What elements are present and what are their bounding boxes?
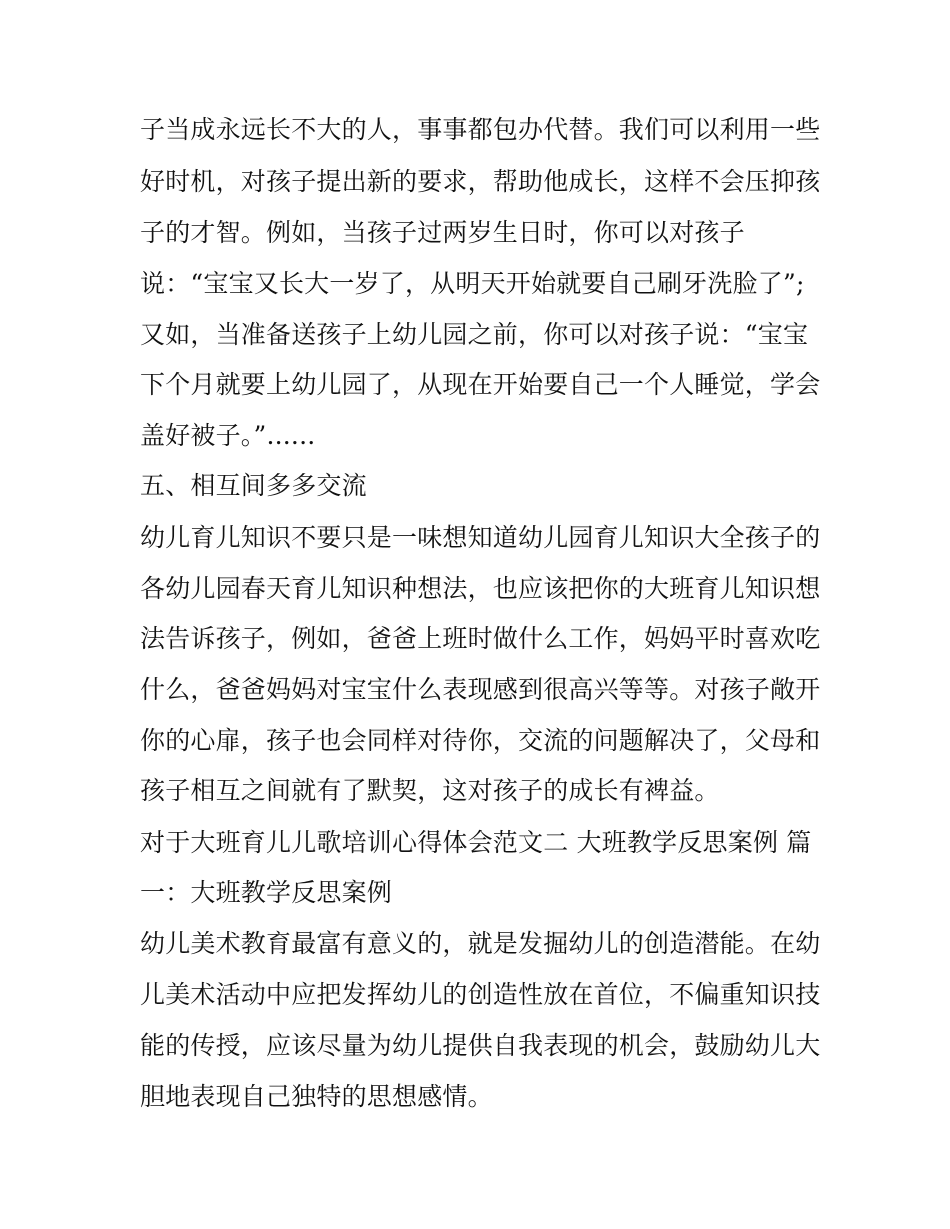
text-line: 子的才智。例如，当孩子过两岁生日时，你可以对孩子 <box>140 218 745 247</box>
text-line: 幼儿美术教育最富有意义的，就是发掘幼儿的创造潜能。在幼 <box>140 929 821 958</box>
text-line: 幼儿育儿知识不要只是一味想知道幼儿园育儿知识大全孩子的 <box>140 523 821 552</box>
text-line: 胆地表现自己独特的思想感情。 <box>140 1082 493 1111</box>
text-line: 儿美术活动中应把发挥幼儿的创造性放在首位，不偏重知识技 <box>140 980 821 1009</box>
article-title-line: 对于大班育儿儿歌培训心得体会范文二 大班教学反思案例 篇 <box>140 828 812 857</box>
text-line: 各幼儿园春天育儿知识种想法，也应该把你的大班育儿知识想 <box>140 574 821 603</box>
text-line: 法告诉孩子，例如，爸爸上班时做什么工作，妈妈平时喜欢吃 <box>140 624 821 653</box>
text-line: 又如，当准备送孩子上幼儿园之前，你可以对孩子说：“宝宝 <box>140 320 809 349</box>
text-line: 好时机，对孩子提出新的要求，帮助他成长，这样不会压抑孩 <box>140 167 821 196</box>
text-line: 你的心扉，孩子也会同样对待你，交流的问题解决了，父母和 <box>140 726 821 755</box>
section-heading: 五、相互间多多交流 <box>140 471 367 500</box>
text-line: 孩子相互之间就有了默契，这对孩子的成长有裨益。 <box>140 776 720 805</box>
text-line: 下个月就要上幼儿园了，从现在开始要自己一个人睡觉，学会 <box>140 370 821 399</box>
text-line: 子当成永远长不大的人，事事都包办代替。我们可以利用一些 <box>140 115 821 144</box>
text-line: 说：“宝宝又长大一岁了，从明天开始就要自己刷牙洗脸了”; <box>140 269 805 298</box>
text-line: 什么，爸爸妈妈对宝宝什么表现感到很高兴等等。对孩子敞开 <box>140 675 821 704</box>
text-line: 盖好被子。”...... <box>140 421 316 450</box>
article-title-line: 一：大班教学反思案例 <box>140 878 393 907</box>
text-line: 能的传授，应该尽量为幼儿提供自我表现的机会，鼓励幼儿大 <box>140 1031 821 1060</box>
